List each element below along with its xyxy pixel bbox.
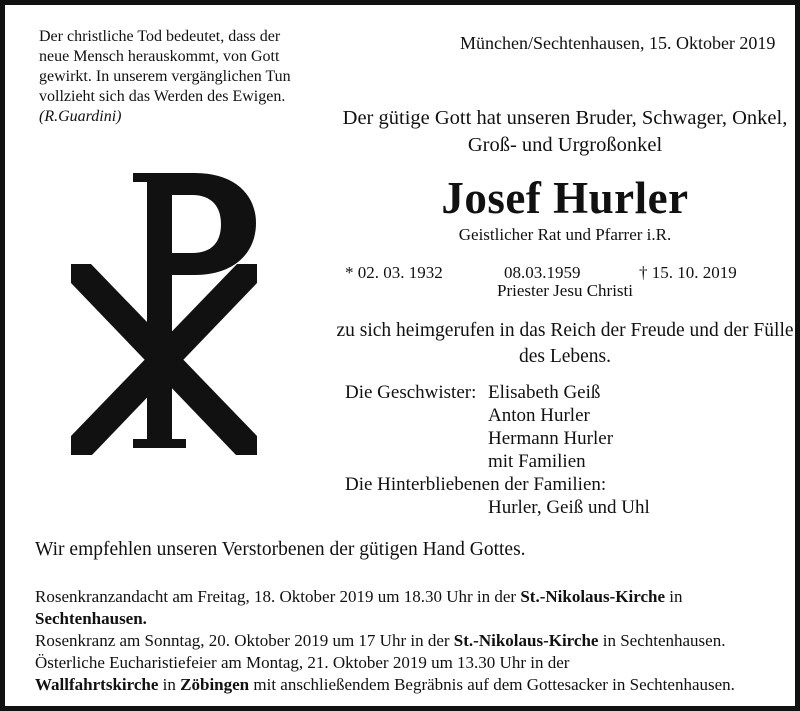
quote-author: (R.Guardini) [39, 108, 122, 125]
called-home-text: zu sich heimgerufen in das Reich der Freude und der Fülle des Lebens. [336, 320, 794, 367]
quote-line: neue Mensch herauskommt, von Gott [39, 48, 280, 65]
place-date: München/Sechtenhausen, 15. Oktober 2019 [460, 33, 776, 53]
schedule-text: Rosenkranz am Sonntag, 20. Oktober 2019 um 17 Uhr in der [35, 631, 454, 650]
deceased-name: Josef Hurler [441, 173, 689, 223]
schedule-text: in [158, 675, 181, 694]
church-name: Wallfahrtskirche [35, 675, 159, 694]
schedule-text: mit anschließendem Begräbnis auf dem Gottesacker in Sechtenhausen. [249, 675, 735, 694]
schedule-line [35, 608, 735, 630]
church-name: St.-Nikolaus-Kirche [520, 587, 666, 606]
quote-line: Der christliche Tod bedeutet, dass der [39, 28, 281, 45]
birth-date: * 02. 03. 1932 [345, 263, 443, 282]
schedule-text: in Sechtenhausen. [598, 631, 726, 650]
death-date: † 15. 10. 2019 [639, 263, 737, 282]
service-schedule [35, 586, 735, 696]
siblings-label: Die Geschwister: [345, 382, 477, 403]
quote-block [39, 27, 291, 127]
village-name: Zöbingen [180, 675, 250, 694]
chi-rho-icon [71, 173, 257, 455]
bereaved-label: Die Hinterbliebenen der Familien: [345, 474, 607, 495]
church-name: St.-Nikolaus-Kirche [453, 631, 599, 650]
ordination-note: Priester Jesu Christi [497, 281, 633, 300]
schedule-text: in [665, 587, 683, 606]
bereaved-names: Hurler, Geiß und Uhl [488, 497, 650, 518]
sibling-name: Hermann Hurler [488, 428, 614, 449]
schedule-text: Rosenkranzandacht am Freitag, 18. Oktober 2019 um 18.30 Uhr in der [35, 587, 521, 606]
sibling-name: Elisabeth Geiß [488, 382, 601, 403]
deceased-title: Geistlicher Rat und Pfarrer i.R. [458, 225, 672, 244]
village-name: Sechtenhausen. [35, 609, 147, 628]
schedule-line: Österliche Eucharistiefeier am Montag, 21. Oktober 2019 um 13.30 Uhr in der [35, 653, 570, 672]
quote-line: gewirkt. In unserem vergänglichen Tun [39, 68, 291, 85]
schedule-line [35, 586, 735, 608]
quote-line: vollzieht sich das Werden des Ewigen. [39, 88, 286, 105]
ordination-date: 08.03.1959 [504, 263, 581, 282]
sibling-families: mit Familien [488, 451, 586, 472]
schedule-line [35, 674, 735, 696]
intro-text: Der gütige Gott hat unseren Bruder, Schwager, Onkel, Groß- und Urgroßonkel [342, 107, 788, 156]
sibling-name: Anton Hurler [488, 405, 590, 426]
schedule-line [35, 630, 735, 652]
closing-text: Wir empfehlen unseren Verstorbenen der gütigen Hand Gottes. [35, 539, 526, 560]
